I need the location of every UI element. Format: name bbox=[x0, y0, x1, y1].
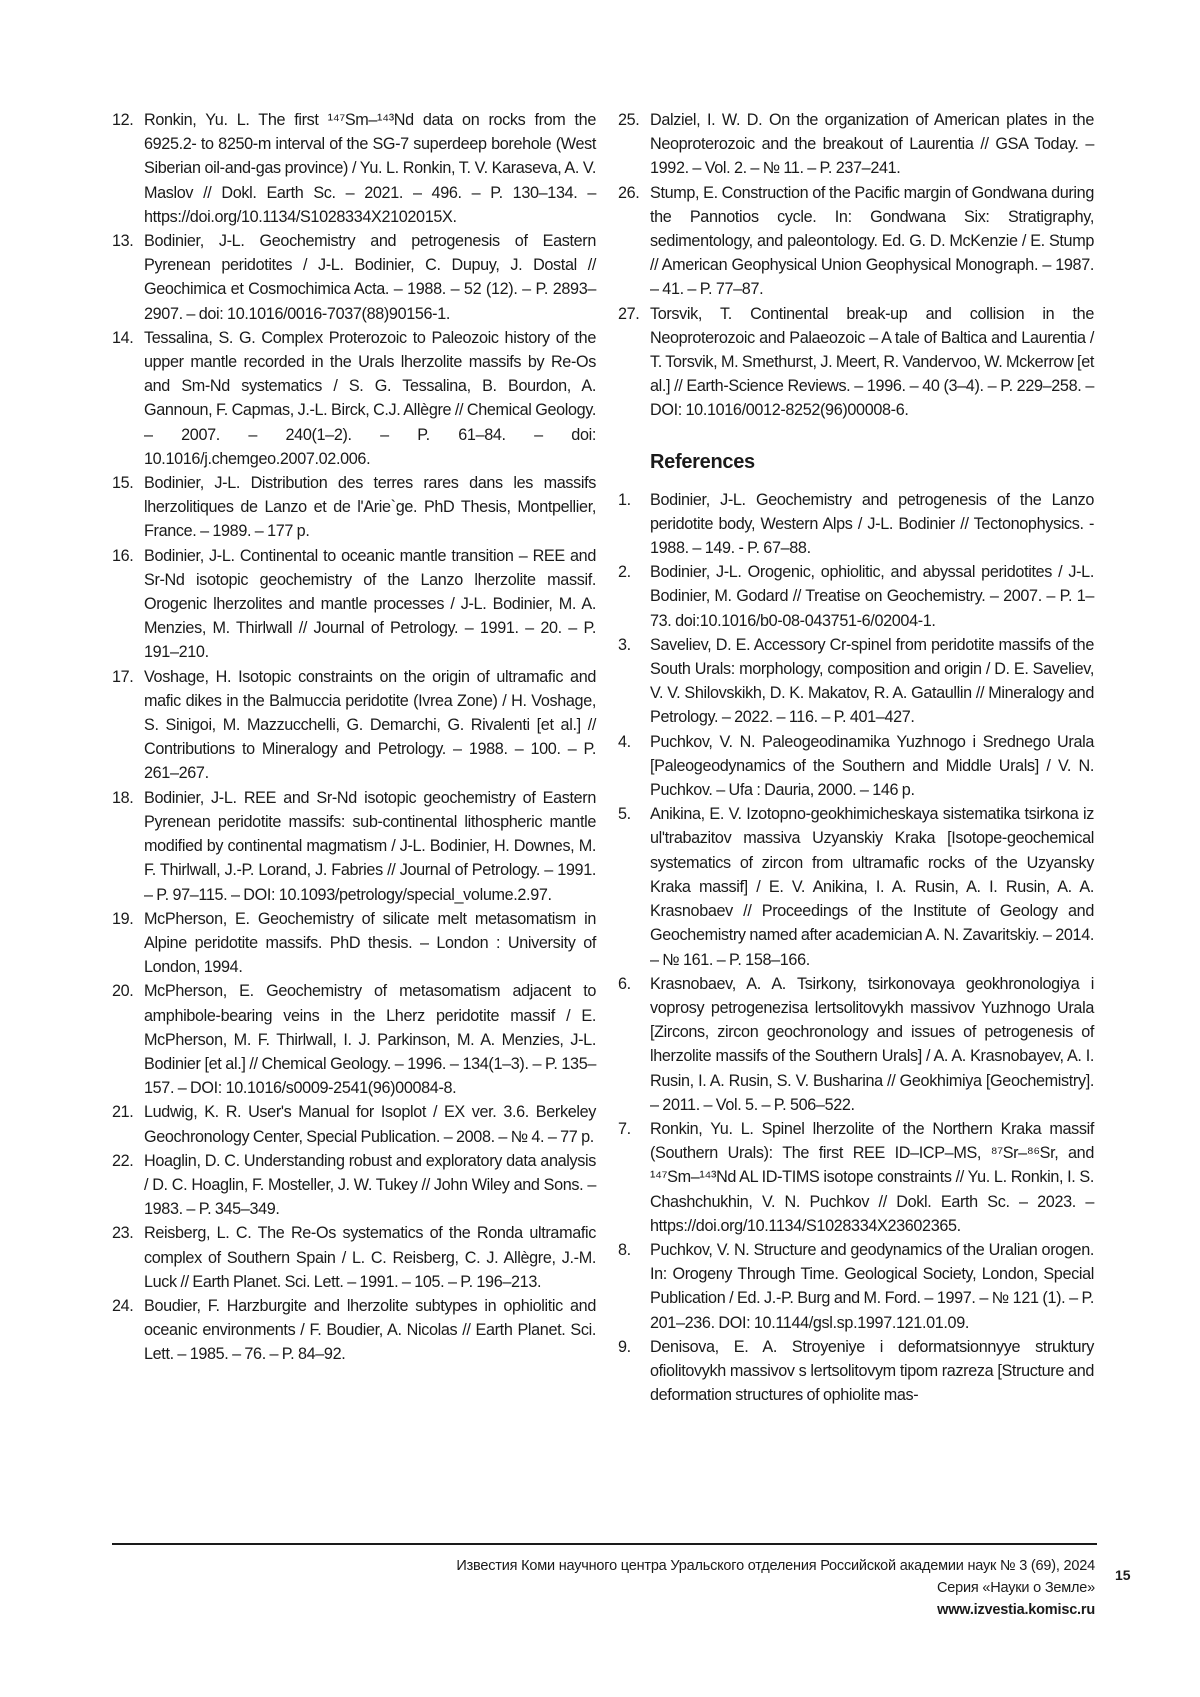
reference-item: 20. McPherson, E. Geochemistry of metasomatism adjacent to amphibole-bearing veins in the Lherz peridotite massif / E. McPherson, M. F. Thirlwall, I. J. Parkinson, M. A. Menzies, J-L. Bodinier [et al.] // Chemical Geology. – 1996. – 134(1–3). – P. 135–157. – DOI: 10.1016/s0009-2541(96)00084-8. bbox=[112, 982, 596, 1098]
reference-item: 25. Dalziel, I. W. D. On the organization of American plates in the Neoproterozoic and the breakout of Laurentia // GSA Today. – 1992. – Vol. 2. – № 11. – P. 237–241. bbox=[618, 111, 1094, 178]
reference-item: 7. Ronkin, Yu. L. Spinel lherzolite of the Northern Kraka massif (Southern Urals): The first REE ID–ICP–MS, ⁸⁷Sr–⁸⁶Sr, and ¹⁴⁷Sm–¹⁴³Nd AL ID-TIMS isotope constraints // Yu. L. Ronkin, I. S. Chashchukhin, V. N. Puchkov // Dokl. Earth Sc. – 2023. – https://doi.org/10.1134/S1028334X23602365. bbox=[618, 1119, 1094, 1235]
right-column bbox=[618, 108, 1094, 1407]
reference-list-left bbox=[112, 108, 596, 1367]
reference-item: 6. Krasnobaev, A. A. Tsirkony, tsirkonovaya geokhronologiya i voprosy petrogenezisa lertsolitovykh massivov Yuzhnogo Urala [Zircons, zircon geochronology and issues of petrogenesis of lherzolite massifs of the Southern Urals] / A. A. Krasnobayev, A. I. Rusin, I. A. Rusin, S. V. Busharina // Geokhimiya [Geochemistry]. – 2011. – Vol. 5. – P. 506–522. bbox=[618, 974, 1094, 1114]
reference-item: 17. Voshage, H. Isotopic constraints on the origin of ultramafic and mafic dikes in the Balmuccia peridotite (Ivrea Zone) / H. Voshage, S. Sinigoi, M. Mazzucchelli, G. Demarchi, G. Rivalenti [et al.] // Contributions to Mineralogy and Petrology. – 1988. – 100. – P. 261–267. bbox=[112, 667, 596, 783]
reference-item: 15. Bodinier, J-L. Distribution des terres rares dans les massifs lherzolitiques de Lanzo et de l'Arie`ge. PhD Thesis, Montpellier, France. – 1989. – 177 p. bbox=[112, 474, 596, 541]
page-number: 15 bbox=[1115, 1567, 1131, 1583]
reference-item: 12. Ronkin, Yu. L. The first ¹⁴⁷Sm–¹⁴³Nd data on rocks from the 6925.2- to 8250-m interval of the SG-7 superdeep borehole (West Siberian oil-and-gas province) / Yu. L. Ronkin, T. V. Karaseva, A. V. Maslov // Dokl. Earth Sc. – 2021. – 496. – P. 130–134. – https://doi.org/10.1134/S1028334X2102015X. bbox=[112, 111, 596, 226]
reference-item: 2. Bodinier, J-L. Orogenic, ophiolitic, and abyssal peridotites / J-L. Bodinier, M. Godard // Treatise on Geochemistry. – 2007. – P. 1–73. doi:10.1016/b0-08-043751-6/02004-1. bbox=[618, 563, 1094, 630]
reference-item: 9. Denisova, E. A. Stroyeniye i deformatsionnyye struktury ofiolitovykh massivov s lertsolitovym tipom razreza [Structure and deformation structures of ophiolite mas- bbox=[618, 1337, 1094, 1405]
reference-item: 23. Reisberg, L. C. The Re-Os systematics of the Ronda ultramafic complex of Southern Spain / L. C. Reisberg, C. J. Allègre, J.-M. Luck // Earth Planet. Sci. Lett. – 1991. – 105. – P. 196–213. bbox=[112, 1224, 596, 1291]
reference-item: 19. McPherson, E. Geochemistry of silicate melt metasomatism in Alpine peridotite massifs. PhD thesis. – London : University of London, 1994. bbox=[112, 909, 596, 977]
reference-item: 13. Bodinier, J-L. Geochemistry and petrogenesis of Eastern Pyrenean peridotites / J-L. Bodinier, C. Dupuy, J. Dostal // Geochimica et Cosmochimica Acta. – 1988. – 52 (12). – P. 2893–2907. – doi: 10.1016/0016-7037(88)90156-1. bbox=[112, 232, 596, 323]
reference-item: 5. Anikina, E. V. Izotopno-geokhimicheskaya sistematika tsirkona iz ul'trabazitov massiva Uzyanskiy Kraka [Isotope-geochemical systematics of zircon from ultramafic rocks of the Uzyansky Kraka massif] / E. V. Anikina, I. A. Rusin, A. I. Rusin, A. A. Krasnobaev // Proceedings of the Institute of Geology and Geochemistry named after academician A. N. Zavaritskiy. – 2014. – № 161. – P. 158–166. bbox=[618, 805, 1094, 969]
reference-item: 22. Hoaglin, D. C. Understanding robust and exploratory data analysis / D. C. Hoaglin, F. Mosteller, J. W. Tukey // John Wiley and Sons. – 1983. – P. 345–349. bbox=[112, 1151, 596, 1219]
reference-item: 26. Stump, E. Construction of the Pacific margin of Gondwana during the Pannotios cycle. In: Gondwana Six: Stratigraphy, sedimentology, and paleontology. Ed. G. D. McKenzie / E. Stump // American Geophysical Union Geophysical Monograph. – 1987. – 41. – P. 77–87. bbox=[618, 183, 1094, 299]
references-heading: References bbox=[650, 450, 755, 473]
reference-item: 1. Bodinier, J-L. Geochemistry and petrogenesis of the Lanzo peridotite body, Western Alps / J-L. Bodinier // Tectonophysics. - 1988. – 149. - P. 67–88. bbox=[618, 490, 1094, 558]
reference-item: 24. Boudier, F. Harzburgite and lherzolite subtypes in ophiolitic and oceanic environments / F. Boudier, A. Nicolas // Earth Planet. Sci. Lett. – 1985. – 76. – P. 84–92. bbox=[112, 1296, 596, 1364]
journal-series: Серия «Науки о Земле» bbox=[936, 1580, 1095, 1596]
reference-item: 16. Bodinier, J-L. Continental to oceanic mantle transition – REE and Sr-Nd isotopic geochemistry of the Lanzo lherzolite massif. Orogenic lherzolites and mantle processes / J-L. Bodinier, M. A. Menzies, M. Thirlwall // Journal of Petrology. – 1991. – 20. – P. 191–210. bbox=[112, 546, 596, 662]
references-list bbox=[618, 488, 1094, 1408]
reference-list-right bbox=[618, 108, 1094, 423]
reference-item: 14. Tessalina, S. G. Complex Proterozoic to Paleozoic history of the upper mantle recorded in the Urals lherzolite massifs by Re-Os and Sm-Nd systematics / S. G. Tessalina, B. Bourdon, A. Gannoun, F. Capmas, J.-L. Birck, C.J. Allègre // Chemical Geology. – 2007. – 240(1–2). – P. 61–84. – doi: 10.1016/j.chemgeo.2007.02.006. bbox=[112, 328, 596, 468]
reference-item: 27. Torsvik, T. Continental break-up and collision in the Neoproterozoic and Palaeozoic – A tale of Baltica and Laurentia / T. Torsvik, M. Smethurst, J. Meert, R. Vandervoo, W. Mckerrow [et al.] // Earth-Science Reviews. – 1996. – 40 (3–4). – P. 229–258. – DOI: 10.1016/0012-8252(96)00008-6. bbox=[618, 304, 1094, 420]
footer-divider bbox=[112, 1543, 1097, 1545]
reference-item: 3. Saveliev, D. E. Accessory Cr-spinel from peridotite massifs of the South Urals: morphology, composition and origin / D. E. Saveliev, V. V. Shilovskikh, D. K. Makatov, R. A. Gataullin // Mineralogy and Petrology. – 2022. – 116. – P. 401–427. bbox=[618, 635, 1094, 727]
reference-item: 18. Bodinier, J-L. REE and Sr-Nd isotopic geochemistry of Eastern Pyrenean peridotite massifs: sub-continental lithospheric mantle modified by continental magmatism / J-L. Bodinier, H. Downes, M. F. Thirlwall, J.-P. Lorand, J. Fabries // Journal of Petrology. – 1991. – P. 97–115. – DOI: 10.1093/petrology/special_volume.2.97. bbox=[112, 788, 596, 904]
journal-website: www.izvestia.komisc.ru bbox=[937, 1602, 1095, 1618]
left-column bbox=[112, 108, 596, 1367]
reference-item: 21. Ludwig, K. R. User's Manual for Isoplot / EX ver. 3.6. Berkeley Geochronology Center, Special Publication. – 2008. – № 4. – 77 p. bbox=[112, 1103, 596, 1146]
reference-item: 4. Puchkov, V. N. Paleogeodinamika Yuzhnogo i Srednego Urala [Paleogeodynamics of the Southern and Middle Urals] / V. N. Puchkov. – Ufa : Dauria, 2000. – 146 p. bbox=[618, 732, 1094, 800]
reference-item: 8. Puchkov, V. N. Structure and geodynamics of the Uralian orogen. In: Orogeny Through Time. Geological Society, London, Special Publication / Ed. J.-P. Burg and M. Ford. – 1997. – № 121 (1). – P. 201–236. DOI: 10.1144/gsl.sp.1997.121.01.09. bbox=[618, 1240, 1094, 1332]
page-footer bbox=[456, 1555, 1095, 1621]
journal-title: Известия Коми научного центра Уральского отделения Российской академии наук № 3 (69), 2024 bbox=[456, 1558, 1095, 1574]
